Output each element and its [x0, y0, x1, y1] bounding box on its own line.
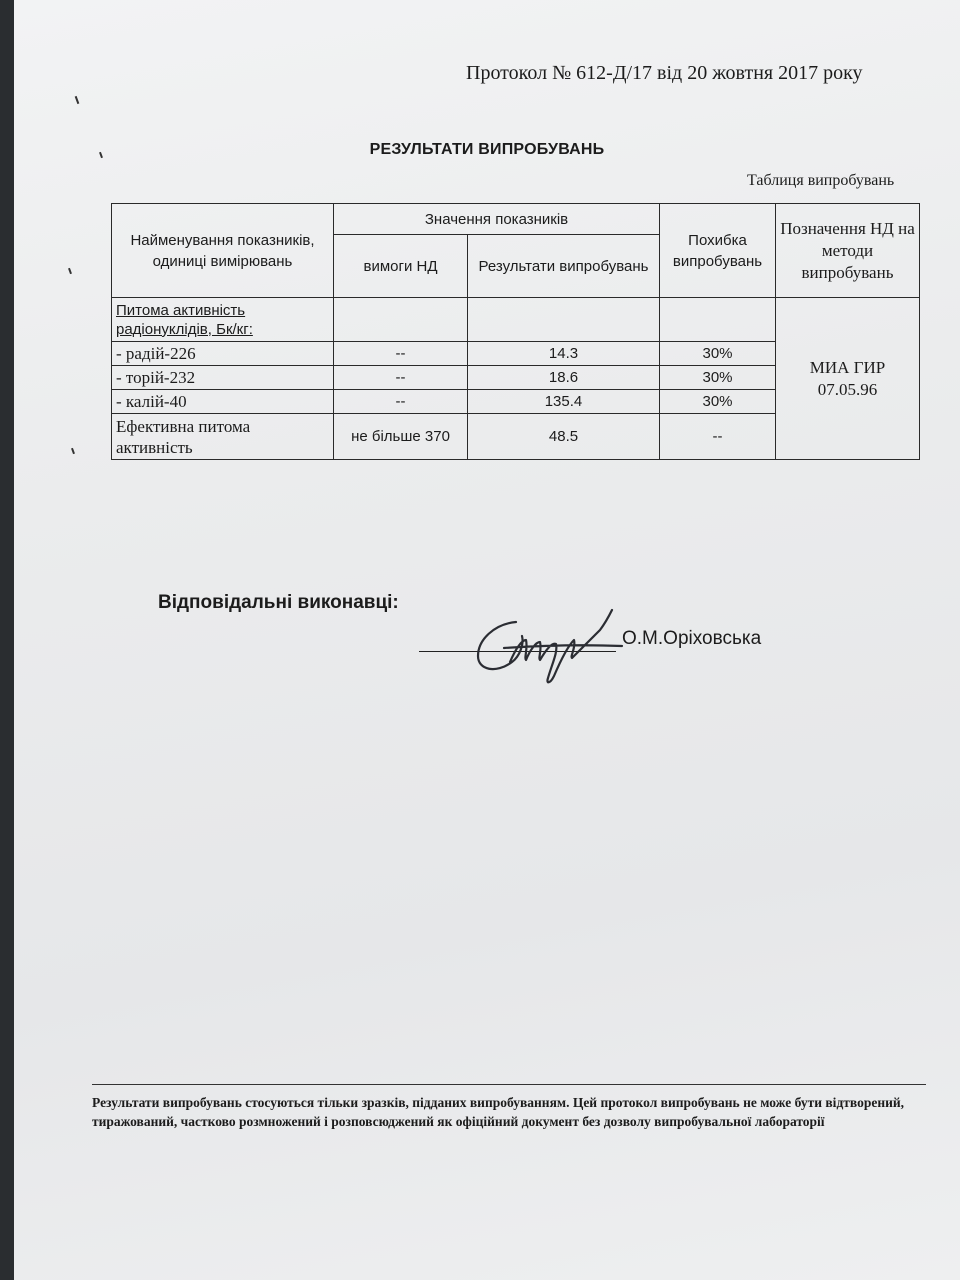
- responsible-executors-label: Відповідальні виконавці:: [158, 592, 399, 613]
- error-value: 30%: [660, 390, 776, 414]
- method-code: МИА ГИР: [809, 357, 886, 377]
- column-header-name: Найменування показників, одиниці вимірювань: [112, 204, 334, 298]
- effective-requirement: не більше 370: [334, 414, 468, 460]
- error-value: 30%: [660, 366, 776, 390]
- table-cell-empty: [334, 298, 468, 342]
- paper-speck: [75, 96, 80, 104]
- effective-error: --: [660, 414, 776, 460]
- executor-name: О.М.Оріховська: [622, 628, 762, 649]
- method-cell: [776, 298, 920, 460]
- radionuclide-name: - торій-232: [112, 366, 334, 390]
- column-header-error: Похибка випробувань: [660, 204, 776, 298]
- handwritten-signature: [464, 600, 624, 690]
- method-date: 07.05.96: [817, 379, 878, 399]
- table-header-row: [112, 204, 920, 235]
- footer-disclaimer: Результати випробувань стосуються тільки зразків, підданих випробуванням. Цей протокол випробувань не може бути відтворений, тиражований, частково розмножений і розповсюджений як офіційний документ без дозволу випробувальної лабораторії: [92, 1095, 905, 1129]
- result-value: 135.4: [468, 390, 660, 414]
- error-value: 30%: [660, 342, 776, 366]
- radionuclide-name: - радій-226: [112, 342, 334, 366]
- paper-speck: [71, 448, 75, 454]
- table-caption: Таблиця випробувань: [747, 172, 895, 189]
- footer-divider: [92, 1084, 926, 1085]
- results-table: [111, 203, 920, 460]
- result-value: 18.6: [468, 366, 660, 390]
- paper-speck: [68, 268, 72, 274]
- effective-activity-label: Ефективна питома активність: [112, 414, 334, 460]
- table-cell-empty: [660, 298, 776, 342]
- column-header-method: Позначення НД на методи випробувань: [776, 204, 920, 298]
- effective-result: 48.5: [468, 414, 660, 460]
- column-header-values: Значення показників: [334, 204, 660, 235]
- table-cell-empty: [468, 298, 660, 342]
- requirement-value: --: [334, 342, 468, 366]
- radionuclide-name: - калій-40: [112, 390, 334, 414]
- document-title: РЕЗУЛЬТАТИ ВИПРОБУВАНЬ: [369, 141, 605, 158]
- column-header-results: Результати випробувань: [468, 235, 660, 298]
- table-row-section: [112, 298, 920, 342]
- requirement-value: --: [334, 390, 468, 414]
- requirement-value: --: [334, 366, 468, 390]
- result-value: 14.3: [468, 342, 660, 366]
- protocol-number: Протокол № 612-Д/17 від 20 жовтня 2017 року: [466, 62, 863, 84]
- document-page: [14, 0, 960, 1280]
- section-label: Питома активність радіонуклідів, Бк/кг:: [112, 298, 334, 342]
- column-header-requirements: вимоги НД: [334, 235, 468, 298]
